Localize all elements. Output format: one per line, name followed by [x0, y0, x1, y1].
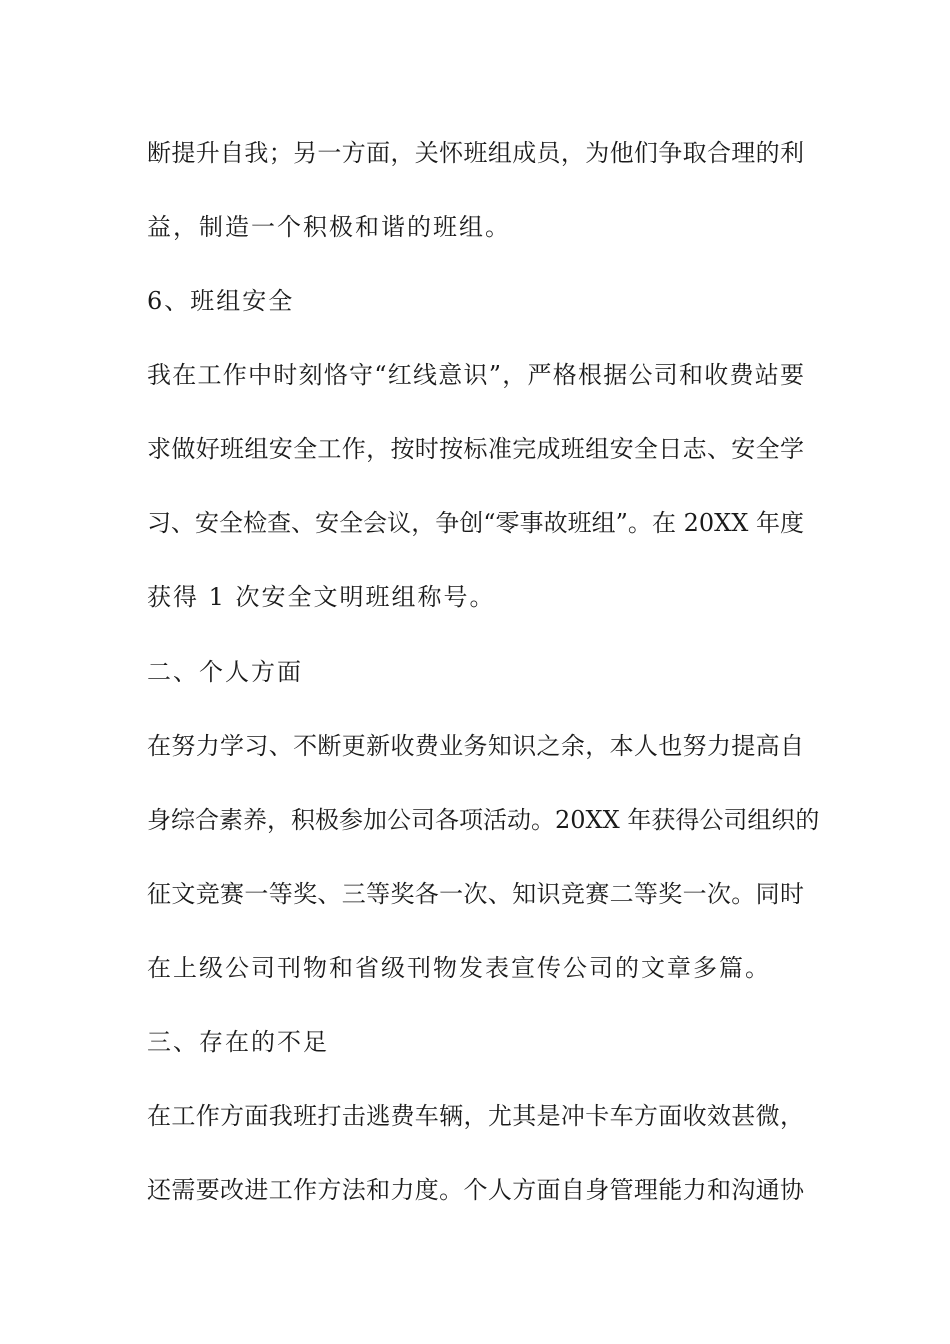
paragraph-line: 求做好班组安全工作，按时按标准完成班组安全日志、安全学	[147, 435, 804, 463]
section-heading: 三、存在的不足	[147, 1028, 329, 1056]
paragraph-line: 获得 1 次安全文明班组称号。	[147, 583, 496, 611]
paragraph-line: 身综合素养，积极参加公司各项活动。20XX 年获得公司组织的	[147, 806, 820, 834]
paragraph-line: 我在工作中时刻恪守“红线意识”，严格根据公司和收费站要	[147, 361, 804, 389]
paragraph-line: 益，制造一个积极和谐的班组。	[147, 213, 511, 241]
section-heading: 6、班组安全	[147, 287, 295, 315]
paragraph-line: 断提升自我；另一方面，关怀班组成员，为他们争取合理的利	[147, 139, 804, 167]
section-heading: 二、个人方面	[147, 658, 303, 686]
paragraph-line: 还需要改进工作方法和力度。个人方面自身管理能力和沟通协	[147, 1176, 804, 1204]
paragraph-line: 在上级公司刊物和省级刊物发表宣传公司的文章多篇。	[147, 954, 771, 982]
paragraph-line: 习、安全检查、安全会议，争创“零事故班组”。在 20XX 年度	[147, 509, 804, 537]
paragraph-line: 在工作方面我班打击逃费车辆，尤其是冲卡车方面收效甚微，	[147, 1102, 804, 1130]
paragraph-line: 在努力学习、不断更新收费业务知识之余，本人也努力提高自	[147, 732, 804, 760]
paragraph-line: 征文竞赛一等奖、三等奖各一次、知识竞赛二等奖一次。同时	[147, 880, 804, 908]
